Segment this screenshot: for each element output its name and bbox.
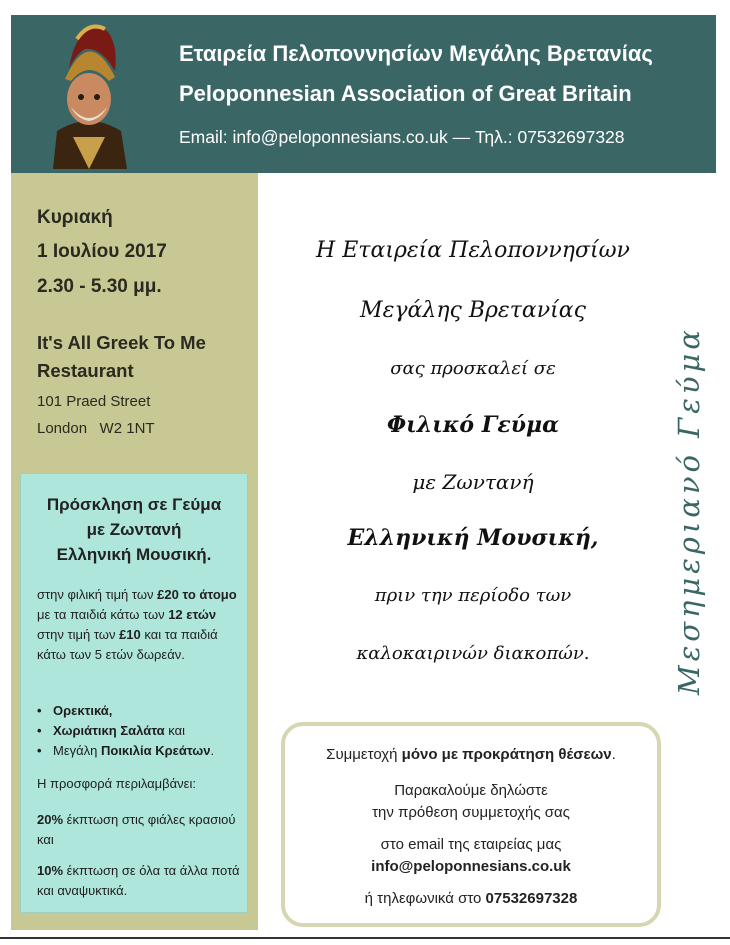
- wine-discount: [37, 810, 242, 850]
- invitation-title-line: Πρόσκληση σε Γεύμα: [46, 495, 222, 514]
- booking-email-label: στο email της εταιρείας μας: [380, 836, 562, 853]
- price-info: [37, 585, 237, 665]
- venue-address-street: 101 Praed Street: [37, 393, 151, 410]
- venue-name: It's All Greek To Me Restaurant: [37, 332, 206, 381]
- menu-item-text: Χωριάτικη Σαλάτα: [53, 723, 165, 738]
- booking-request-line1: Παρακαλούμε δηλώστε: [394, 782, 548, 799]
- booking-requirement: Συμμετοχή μόνο με προκράτηση θέσεων.: [326, 746, 616, 763]
- menu-item: [37, 741, 214, 761]
- invitation-title: [21, 492, 247, 567]
- booking-request-line2: την πρόθεση συμμετοχής σας: [372, 804, 570, 821]
- menu-item-text: Ποικιλία Κρεάτων: [100, 743, 211, 758]
- invitation-title-line: με Ζωντανή: [86, 520, 182, 539]
- adult-price: £20 το άτομο: [157, 587, 237, 602]
- booking-phone-number[interactable]: 07532697328: [485, 890, 578, 907]
- invitation-title-line: Ελληνική Μουσική.: [56, 545, 212, 564]
- message-line: πριν την περίοδο των: [374, 585, 572, 606]
- association-name-greek: Εταιρεία Πελοποννησίων Μεγάλης Βρετανίας: [179, 41, 653, 66]
- bottom-divider: [0, 937, 730, 939]
- message-line: Φιλικό Γεύμα: [387, 412, 559, 438]
- booking-text: Συμμετοχή: [326, 746, 402, 763]
- menu-item-text: και: [164, 723, 185, 738]
- portrait-image: [35, 19, 143, 169]
- message-line: Μεγάλης Βρετανίας: [360, 298, 586, 323]
- booking-phone: [285, 890, 657, 907]
- event-time: 2.30 - 5.30 μμ.: [37, 276, 162, 297]
- menu-item-text: Ορεκτικά,: [53, 703, 113, 718]
- price-text: και τα παιδιά κάτω των 5 ετών δωρεάν.: [37, 627, 218, 662]
- drinks-discount: [37, 861, 242, 901]
- menu-item: [37, 721, 214, 741]
- menu-list: [37, 701, 214, 761]
- invitation-details-box: [20, 473, 248, 913]
- message-line: Ελληνική Μουσική,: [347, 525, 599, 551]
- message-line: καλοκαιρινών διακοπών.: [356, 643, 590, 664]
- menu-item-text: Μεγάλη: [53, 743, 101, 758]
- event-info-panel: [11, 173, 258, 930]
- booking-info-box: [281, 722, 661, 927]
- header-banner: [11, 15, 716, 173]
- association-name-english: Peloponnesian Association of Great Britain: [179, 81, 632, 106]
- message-line: σας προσκαλεί σε: [390, 358, 556, 379]
- booking-phone-label: ή τηλεφωνικά στο: [364, 890, 486, 907]
- header-contact: Email: info@peloponnesians.co.uk — Τηλ.: 07532697328: [179, 127, 625, 147]
- menu-item: [37, 701, 214, 721]
- discount-text: έκπτωση στις φιάλες κρασιού και: [37, 812, 236, 847]
- venue-address-city: London W2 1NT: [37, 420, 155, 437]
- message-line: με Ζωντανή: [412, 470, 534, 494]
- price-text: στην φιλική τιμή των: [37, 587, 158, 602]
- price-text: στην τιμή των: [37, 627, 120, 642]
- price-text: με τα παιδιά κάτω των: [37, 607, 169, 622]
- menu-item-text: .: [210, 743, 215, 758]
- child-price: £10: [119, 627, 141, 642]
- event-date: 1 Ιουλίου 2017: [37, 241, 167, 262]
- booking-email-link[interactable]: info@peloponnesians.co.uk: [371, 858, 571, 875]
- discount-percent: 20%: [37, 812, 64, 827]
- discount-percent: 10%: [37, 863, 64, 878]
- discount-text: έκπτωση σε όλα τα άλλα ποτά και αναψυκτικά.: [37, 863, 240, 898]
- child-age: 12 ετών: [168, 607, 217, 622]
- event-day: Κυριακή: [37, 207, 113, 228]
- booking-emphasis: μόνο με προκράτηση θέσεων: [401, 746, 612, 763]
- offer-label: Η προσφορά περιλαμβάνει:: [37, 776, 196, 791]
- vertical-lunch-title: Μεσημεριανό Γεύμα: [672, 326, 706, 695]
- message-line: Η Εταιρεία Πελοποννησίων: [316, 238, 630, 263]
